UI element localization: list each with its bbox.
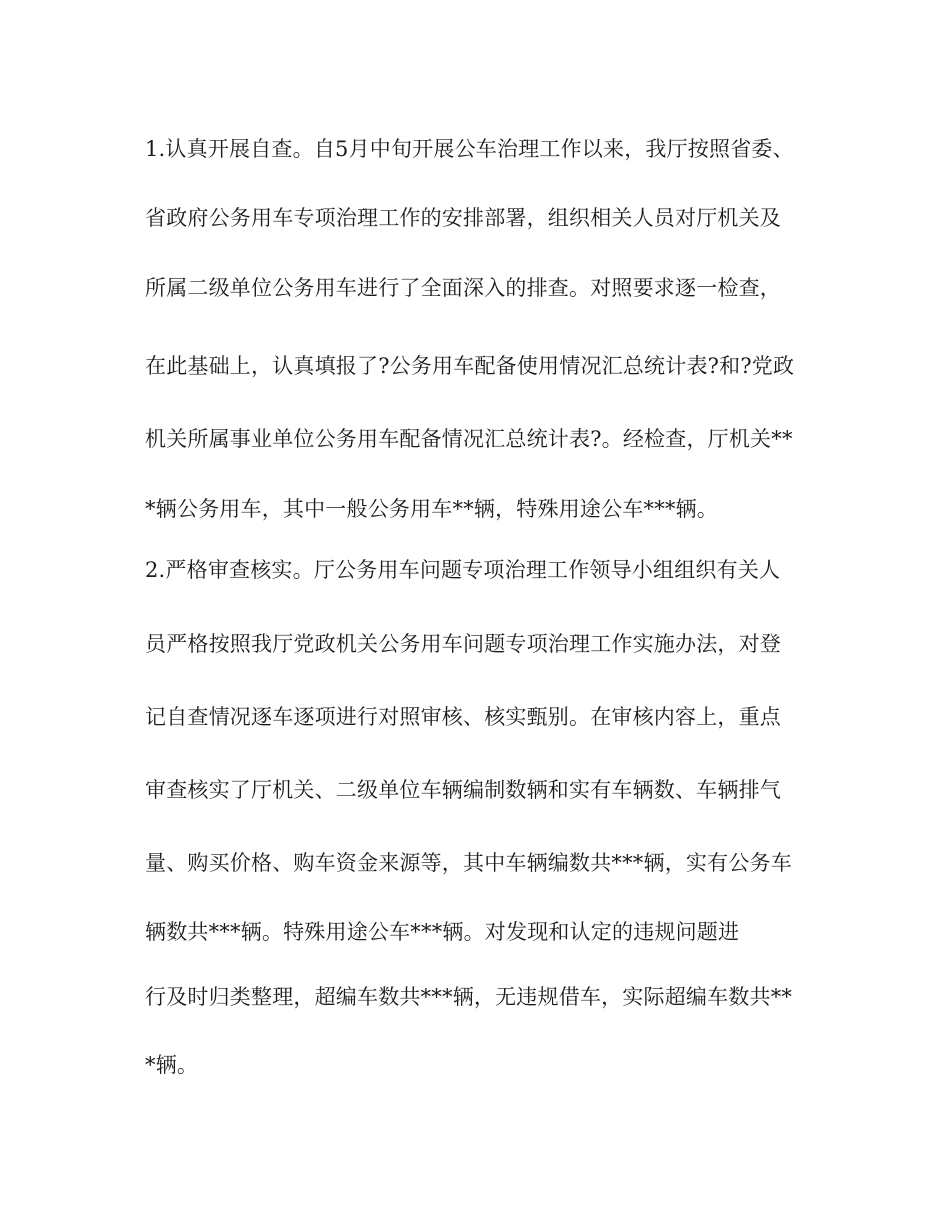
paragraph-1-line-3: 所属二级单位公务用车进行了全面深入的排查。对照要求逐一检查， (145, 276, 781, 300)
paragraph-1-line-5: 机关所属事业单位公务用车配备情况汇总统计表?。经检查，厅机关** (145, 427, 793, 451)
paragraph-2-line-5: 量、购买价格、购车资金来源等，其中车辆编数共***辆，实有公务车 (145, 851, 792, 875)
paragraph-2-line-4: 审查核实了厅机关、二级单位车辆编制数辆和实有车辆数、车辆排气 (145, 778, 781, 802)
paragraph-2-line-7: 行及时归类整理，超编车数共***辆，无违规借车，实际超编车数共** (145, 985, 793, 1009)
paragraph-1-line-4: 在此基础上，认真填报了?公务用车配备使用情况汇总统计表?和?党政 (145, 354, 795, 378)
paragraph-2-line-2: 员严格按照我厅党政机关公务用车问题专项治理工作实施办法，对登 (145, 632, 781, 656)
paragraph-2-line-6: 辆数共***辆。特殊用途公车***辆。对发现和认定的违规问题进 (145, 920, 740, 944)
paragraph-1-line-6: *辆公务用车，其中一般公务用车**辆，特殊用途公车***辆。 (145, 497, 718, 521)
paragraph-2-line-1: 2.严格审查核实。厅公务用车问题专项治理工作领导小组组织有关人 (145, 558, 781, 582)
paragraph-1-line-1: 1.认真开展自查。自5月中旬开展公车治理工作以来，我厅按照省委、 (145, 137, 794, 161)
paragraph-2-line-8: *辆。 (145, 1053, 199, 1077)
paragraph-1-line-2: 省政府公务用车专项治理工作的安排部署，组织相关人员对厅机关及 (145, 206, 781, 230)
paragraph-2-line-3: 记自查情况逐车逐项进行对照审核、核实甄别。在审核内容上，重点 (145, 705, 781, 729)
